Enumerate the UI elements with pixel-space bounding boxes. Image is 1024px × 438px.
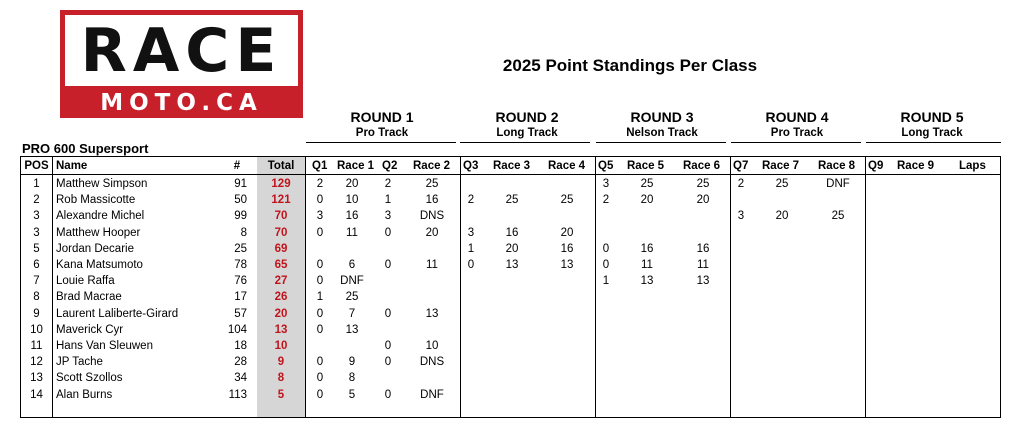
logo-moto-text: MOTO.CA [100,90,263,116]
cell-q2: 0 [384,340,392,352]
cell-race4: 25 [560,194,574,207]
header-q2: Q2 [382,160,398,172]
cell-pos: 10 [30,323,43,336]
cell-num: 25 [234,242,247,255]
cell-race5: 20 [640,194,654,207]
cell-name: Maverick Cyr [56,323,124,336]
cell-race1: 10 [345,194,359,207]
cell-total: 10 [274,340,288,352]
cell-q5: 1 [602,275,610,288]
col-divider [595,157,596,417]
cell-q1: 0 [316,226,324,239]
cell-total: 5 [277,388,285,401]
round-1-track: Pro Track [355,127,409,139]
header-laps: Laps [959,160,986,172]
cell-race1: 25 [345,291,359,304]
cell-num: 113 [228,388,247,401]
cell-race6: 16 [696,242,710,255]
cell-name: Jordan Decarie [56,242,134,255]
cell-race2: 10 [425,340,439,352]
cell-race6: 13 [696,275,710,288]
cell-total: 8 [277,372,285,385]
cell-q2: 0 [384,356,392,369]
cell-race2: DNF [420,388,444,401]
cell-q1: 2 [316,178,324,190]
header-race8: Race 8 [818,160,856,172]
cell-pos: 11 [30,340,43,352]
cell-num: 99 [234,210,247,223]
cell-race2: 25 [425,178,439,190]
cell-pos: 3 [33,226,40,239]
cell-race6: 11 [697,259,709,271]
cell-pos: 14 [30,388,43,401]
round-3-track: Nelson Track [626,127,698,139]
cell-q1: 0 [316,388,324,401]
cell-q7: 2 [737,178,745,190]
header-race4: Race 4 [548,160,586,172]
cell-race2: DNS [419,356,445,369]
cell-pos: 2 [33,194,40,207]
round-2-header [467,109,587,141]
cell-q2: 0 [384,388,392,401]
round-2-name: ROUND 2 [495,109,559,125]
cell-name: Hans Van Sleuwen [56,340,153,352]
cell-race8: DNF [826,178,850,190]
cell-num: 78 [234,259,247,271]
cell-q3: 3 [467,226,475,239]
round-1-header [322,109,442,141]
cell-race5: 25 [640,178,654,190]
cell-q1: 3 [316,210,324,223]
cell-num: 8 [240,226,247,239]
col-divider [730,157,731,417]
header-q1: Q1 [312,160,328,172]
cell-q5: 0 [602,242,610,255]
cell-q2: 3 [384,210,392,223]
cell-race1: 6 [348,259,356,271]
cell-q1: 1 [316,291,324,304]
cell-q1: 0 [316,356,324,369]
cell-race3: 16 [505,226,519,239]
header-race6: Race 6 [683,160,721,172]
cell-total: 129 [271,178,291,190]
cell-total: 13 [274,323,288,336]
cell-num: 17 [234,291,247,304]
cell-num: 57 [234,307,247,320]
cell-total: 121 [271,194,291,207]
header-race9: Race 9 [897,160,935,172]
round-5-track: Long Track [901,127,963,139]
cell-race1: 13 [345,323,359,336]
cell-total: 70 [274,226,288,239]
cell-total: 27 [274,275,288,288]
cell-race5: 16 [640,242,654,255]
cell-pos: 12 [30,356,43,369]
cell-race2: 11 [426,259,438,271]
cell-pos: 13 [30,372,43,385]
header-race3: Race 3 [493,160,531,172]
cell-name: Louie Raffa [56,275,115,288]
page-title: 2025 Point Standings Per Class [502,56,758,75]
header-pos: POS [24,160,49,172]
round-1-name: ROUND 1 [350,109,414,125]
cell-q5: 2 [602,194,610,207]
header-number: # [233,160,241,172]
cell-num: 91 [234,178,247,190]
cell-name: JP Tache [56,356,103,369]
cell-total: 69 [274,242,288,255]
cell-race7: 25 [775,178,789,190]
header-name: Name [56,160,88,172]
cell-num: 104 [227,323,247,336]
cell-q2: 0 [384,259,392,271]
cell-name: Alan Burns [56,388,113,401]
col-divider [865,157,866,417]
cell-q2: 2 [384,178,392,190]
header-race7: Race 7 [762,160,800,172]
cell-race2: DNS [419,210,445,223]
header-q7: Q7 [733,160,749,172]
round-5-header [872,109,992,141]
cell-name: Laurent Laliberte-Girard [56,307,179,320]
cell-q1: 0 [316,194,324,207]
cell-race3: 20 [505,242,519,255]
cell-num: 50 [234,194,247,207]
header-total: Total [267,160,295,172]
header-race1: Race 1 [337,160,375,172]
cell-num: 34 [234,372,247,385]
cell-name: Alexandre Michel [56,210,145,223]
cell-race1: 5 [348,388,356,401]
logo-race-text: RACE [65,15,298,86]
cell-q3: 1 [467,242,475,255]
cell-race1: 20 [345,178,359,190]
header-q5: Q5 [598,160,614,172]
cell-race2: 20 [425,226,439,239]
cell-name: Brad Macrae [56,291,122,304]
cell-q1: 0 [316,275,324,288]
cell-q1: 0 [316,259,324,271]
cell-name: Matthew Simpson [56,178,148,190]
round-4-name: ROUND 4 [765,109,829,125]
cell-pos: 8 [33,291,40,304]
cell-race3: 25 [505,194,519,207]
cell-q2: 0 [384,307,392,320]
cell-num: 76 [234,275,247,288]
cell-pos: 7 [33,275,40,288]
cell-name: Scott Szollos [56,372,123,385]
cell-race6: 25 [696,178,710,190]
col-divider [460,157,461,417]
cell-q5: 0 [602,259,610,271]
cell-name: Rob Massicotte [56,194,136,207]
class-title: PRO 600 Supersport [22,141,149,156]
cell-total: 9 [277,356,285,369]
header-race5: Race 5 [627,160,665,172]
round-4-divider [731,142,861,143]
cell-race4: 13 [560,259,574,271]
cell-race7: 20 [775,210,789,223]
cell-race1: 16 [345,210,359,223]
round-2-divider [460,142,590,143]
round-5-name: ROUND 5 [900,109,964,125]
cell-race2: 16 [425,194,439,207]
cell-race1: 9 [348,356,356,369]
cell-name: Matthew Hooper [56,226,141,239]
cell-race1: 11 [346,226,358,239]
header-race2: Race 2 [413,160,451,172]
cell-num: 18 [234,340,247,352]
cell-q1: 0 [316,323,324,336]
cell-race3: 13 [505,259,519,271]
cell-race5: 11 [641,259,653,271]
cell-q3: 0 [467,259,475,271]
round-4-track: Pro Track [770,127,824,139]
cell-race4: 16 [560,242,574,255]
cell-total: 26 [274,291,288,304]
round-2-track: Long Track [496,127,558,139]
round-1-divider [306,142,456,143]
cell-race8: 25 [831,210,845,223]
cell-race4: 20 [560,226,574,239]
cell-q2: 1 [384,194,392,207]
cell-race1: 7 [348,307,356,320]
round-5-divider [866,142,1001,143]
cell-total: 20 [274,307,288,320]
racemoto-logo [60,10,303,118]
header-q3: Q3 [463,160,479,172]
cell-q1: 0 [316,307,324,320]
cell-pos: 3 [33,210,40,223]
cell-race1: 8 [348,372,356,385]
cell-num: 28 [234,356,247,369]
cell-pos: 5 [33,242,40,255]
round-3-header [602,109,722,141]
cell-name: Kana Matsumoto [56,259,143,271]
cell-race5: 13 [640,275,654,288]
cell-q7: 3 [737,210,745,223]
round-3-divider [596,142,726,143]
round-3-name: ROUND 3 [630,109,694,125]
cell-total: 65 [274,259,288,271]
header-divider [21,174,1000,175]
col-divider [305,157,306,417]
cell-q3: 2 [467,194,475,207]
round-4-header [737,109,857,141]
cell-race2: 13 [425,307,439,320]
cell-pos: 6 [33,259,40,271]
cell-pos: 1 [33,178,40,190]
cell-q5: 3 [602,178,610,190]
cell-race6: 20 [696,194,710,207]
header-q9: Q9 [868,160,884,172]
cell-race1: DNF [340,275,364,288]
col-divider [52,157,53,417]
cell-pos: 9 [33,307,40,320]
cell-total: 70 [274,210,288,223]
cell-q2: 0 [384,226,392,239]
cell-q1: 0 [316,372,324,385]
standings-table [20,156,1001,418]
